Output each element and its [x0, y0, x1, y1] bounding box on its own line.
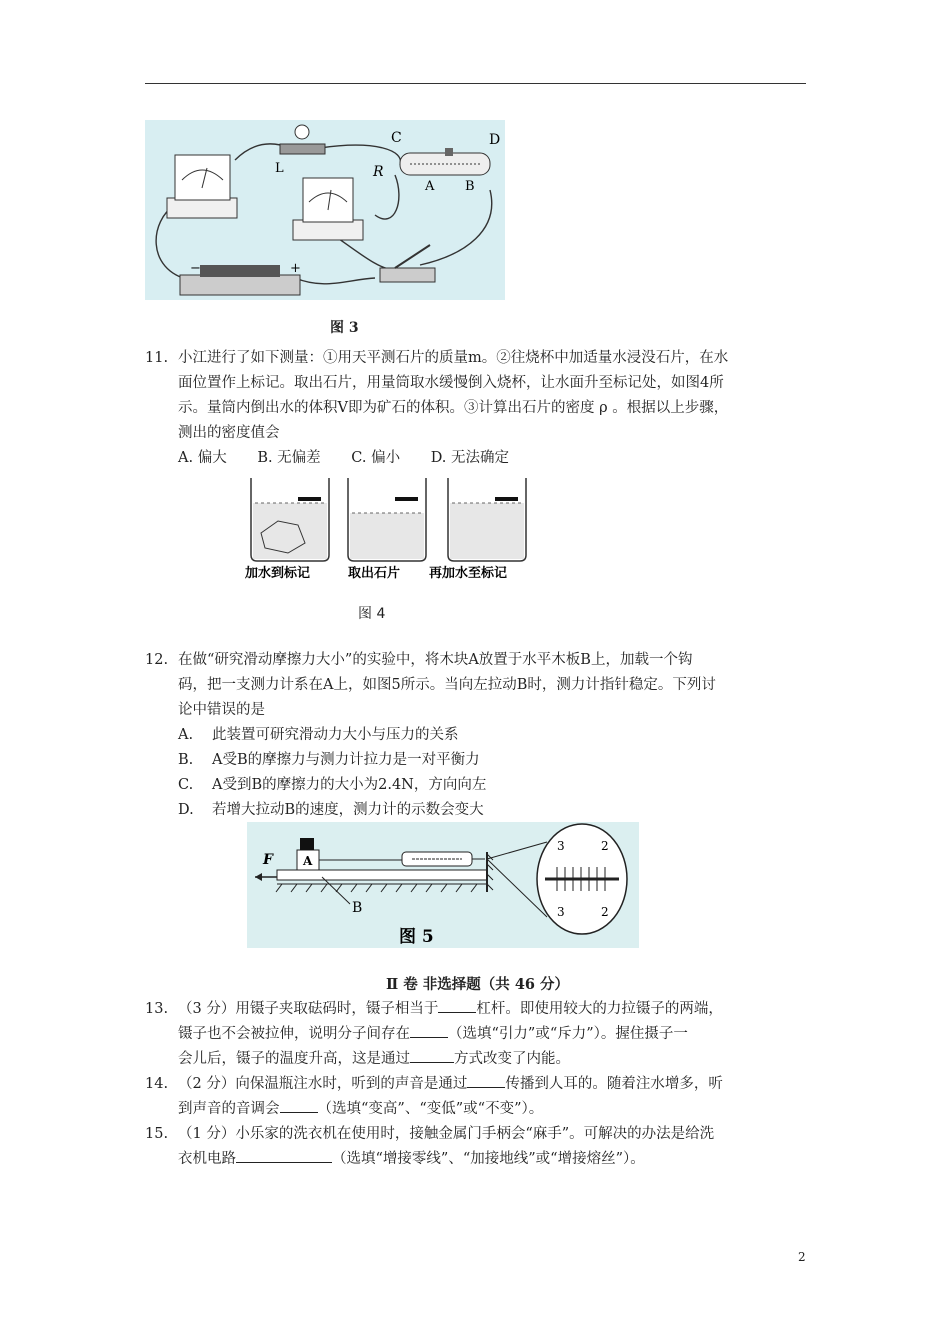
figure-5-caption: 图 5 [399, 927, 434, 947]
answer-blank[interactable] [438, 997, 476, 1013]
section-title: Ⅱ 卷 非选择题（共 46 分） [385, 976, 570, 993]
question-line: （3 分）用镊子夹取砝码时，镊子相当于 杠杆。即使用较大的力拉镊子的两端， [178, 997, 810, 1022]
gauge-3-top: 3 [557, 839, 565, 853]
label-d: D [489, 132, 501, 148]
option-a: A. 此装置可研究滑动力大小与压力的关系 [178, 727, 459, 743]
question-line: （2 分）向保温瓶注水时，听到的声音是通过 传播到人耳的。随着注水增多，听 [178, 1072, 810, 1097]
label-a: A [303, 854, 313, 868]
label-b: B [352, 900, 363, 916]
figure-4-caption: 图 4 [358, 606, 386, 622]
option-d: D. 若增大拉动B的速度，测力计的示数会变大 [178, 802, 484, 818]
voltmeter [293, 178, 363, 240]
beaker-label-2: 取出石片 [348, 566, 401, 581]
option-a: A. 偏大 [178, 450, 227, 466]
beaker-label-1: 加水到标记 [245, 566, 311, 581]
question-line: 示。量筒内倒出水的体积V即为矿石的体积。③计算出石片的密度 ρ 。根据以上步骤， [178, 400, 729, 416]
gauge-2-bottom: 2 [601, 905, 609, 919]
question-line: 会儿后，镊子的温度升高，这是通过 方式改变了内能。 [178, 1047, 810, 1072]
option-d: D. 无法确定 [430, 450, 510, 466]
label-a: A [425, 179, 435, 194]
page-number: 2 [798, 1250, 806, 1264]
figure-3-caption: 图 3 [330, 320, 359, 336]
answer-blank[interactable] [236, 1147, 332, 1163]
option-c: C. A受到B的摩擦力的大小为2.4N，方向向左 [178, 777, 487, 793]
question-line: 小江进行了如下测量：①用天平测石片的质量m。②往烧杯中加适量水浸没石片，在水 [178, 350, 729, 366]
answer-blank[interactable] [280, 1097, 318, 1113]
header-rule [145, 83, 806, 84]
figure-3-circuit [145, 120, 505, 300]
option-b: B. A受B的摩擦力与测力计拉力是一对平衡力 [178, 752, 480, 768]
question-line: （1 分）小乐家的洗衣机在使用时，接触金属门手柄会“麻手”。可解决的办法是给洗 [178, 1126, 715, 1142]
answer-blank[interactable] [467, 1072, 505, 1088]
question-13 [145, 997, 810, 1072]
label-b: B [465, 179, 475, 194]
question-line: 测出的密度值会 [178, 425, 280, 441]
question-number: 11. [145, 350, 169, 366]
label-l: L [275, 161, 284, 176]
ammeter [167, 155, 237, 218]
question-line: 到声音的音调会 （选填“变高”、“变低”或“不变”）。 [178, 1097, 810, 1122]
question-line: 镊子也不会被拉伸，说明分子间存在 （选填“引力”或“斥力”）。握住摄子一 [178, 1022, 810, 1047]
question-number: 12. [145, 652, 169, 668]
beaker-label-3: 再加水至标记 [429, 566, 508, 581]
question-12 [145, 648, 810, 823]
figure-4-beakers [243, 473, 535, 583]
label-c: C [391, 130, 402, 146]
options-row [178, 446, 810, 471]
question-11 [145, 346, 810, 471]
question-line: 面位置作上标记。取出石片，用量筒取水缓慢倒入烧杯，让水面升至标记处，如图4所 [178, 375, 724, 391]
question-number: 15. [145, 1126, 169, 1142]
label-f: F [263, 852, 273, 868]
option-c: C. 偏小 [351, 450, 401, 466]
gauge-3-bottom: 3 [557, 905, 565, 919]
label-r: R [373, 164, 384, 180]
gauge-2-top: 2 [601, 839, 609, 853]
answer-blank[interactable] [410, 1047, 454, 1063]
label-plus: + [290, 261, 301, 276]
question-14 [145, 1072, 810, 1122]
option-b: B. 无偏差 [257, 450, 321, 466]
question-number: 13. [145, 1001, 169, 1017]
question-number: 14. [145, 1076, 169, 1092]
question-line: 衣机电路 （选填“增接零线”、“加接地线”或“增接熔丝”）。 [178, 1147, 810, 1172]
question-line: 码，把一支测力计系在A上，如图5所示。当向左拉动B时，测力计指针稳定。下列讨 [178, 677, 716, 693]
question-15 [145, 1122, 810, 1172]
answer-blank[interactable] [410, 1022, 448, 1038]
figure-5-friction-apparatus [247, 822, 639, 948]
question-line: 在做“研究滑动摩擦力大小”的实验中，将木块A放置于水平木板B上，加载一个钩 [178, 652, 693, 668]
label-minus: − [190, 261, 201, 276]
question-line: 论中错误的是 [178, 702, 265, 718]
